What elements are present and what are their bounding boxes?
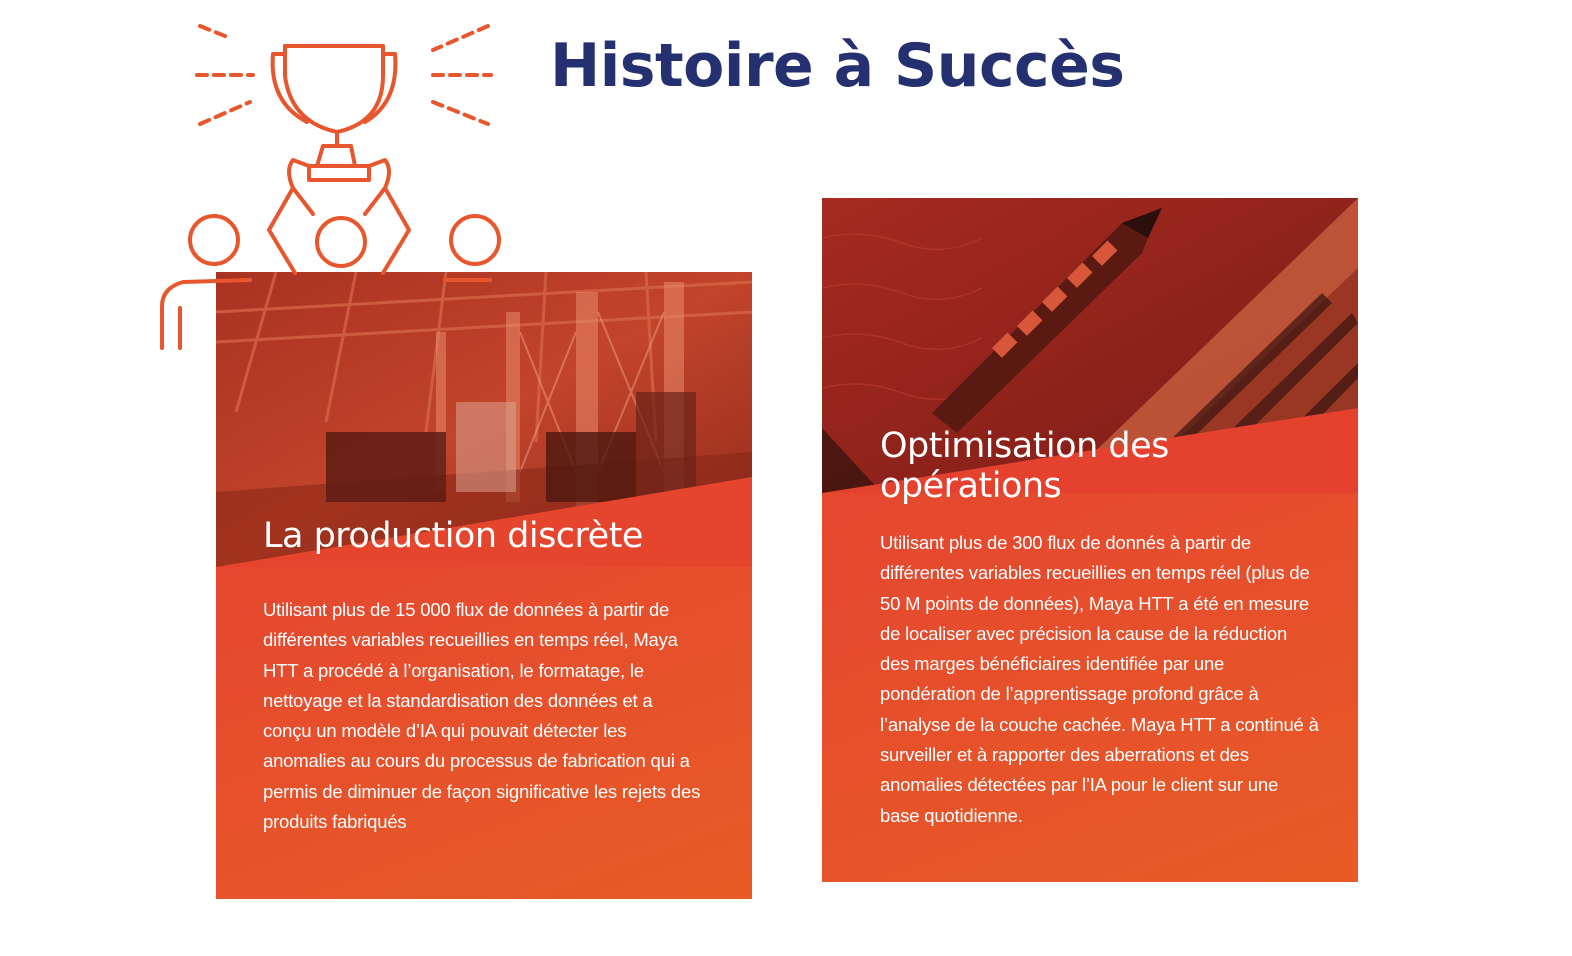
trophy-team-icon	[155, 18, 505, 358]
card-heading: Optimisation des opérations	[880, 426, 1169, 506]
card-body: Utilisant plus de 300 flux de donnés à partir de différentes variables recueillies en temps réel (plus de 50 M points de données), Maya HTT a été en mesure de localiser avec précision la cause de la réduction des marges bénéficiaires identifiée par une pondération de l’apprentissage profond grâce à l’analyse de la couche cachée. Maya HTT a continué à surveiller et à rapporter des aberrations et des anomalies détectées par l’IA pour le client sur une base quotidienne.	[880, 532, 1319, 826]
card-heading: La production discrète	[263, 516, 643, 556]
card-discrete-production	[216, 272, 752, 899]
page-title: Histoire à Succès	[550, 31, 1125, 101]
card-operations-optimization	[822, 198, 1358, 882]
card-body: Utilisant plus de 15 000 flux de données à partir de différentes variables recueillies en temps réel, Maya HTT a procédé à l’organisation, le formatage, le nettoyage et la standardisation des données et a conçu un modèle d’IA qui pouvait détecter les anomalies au cours du processus de fabrication qui a permis de diminuer de façon significative les rejets des produits fabriqués	[263, 599, 701, 833]
